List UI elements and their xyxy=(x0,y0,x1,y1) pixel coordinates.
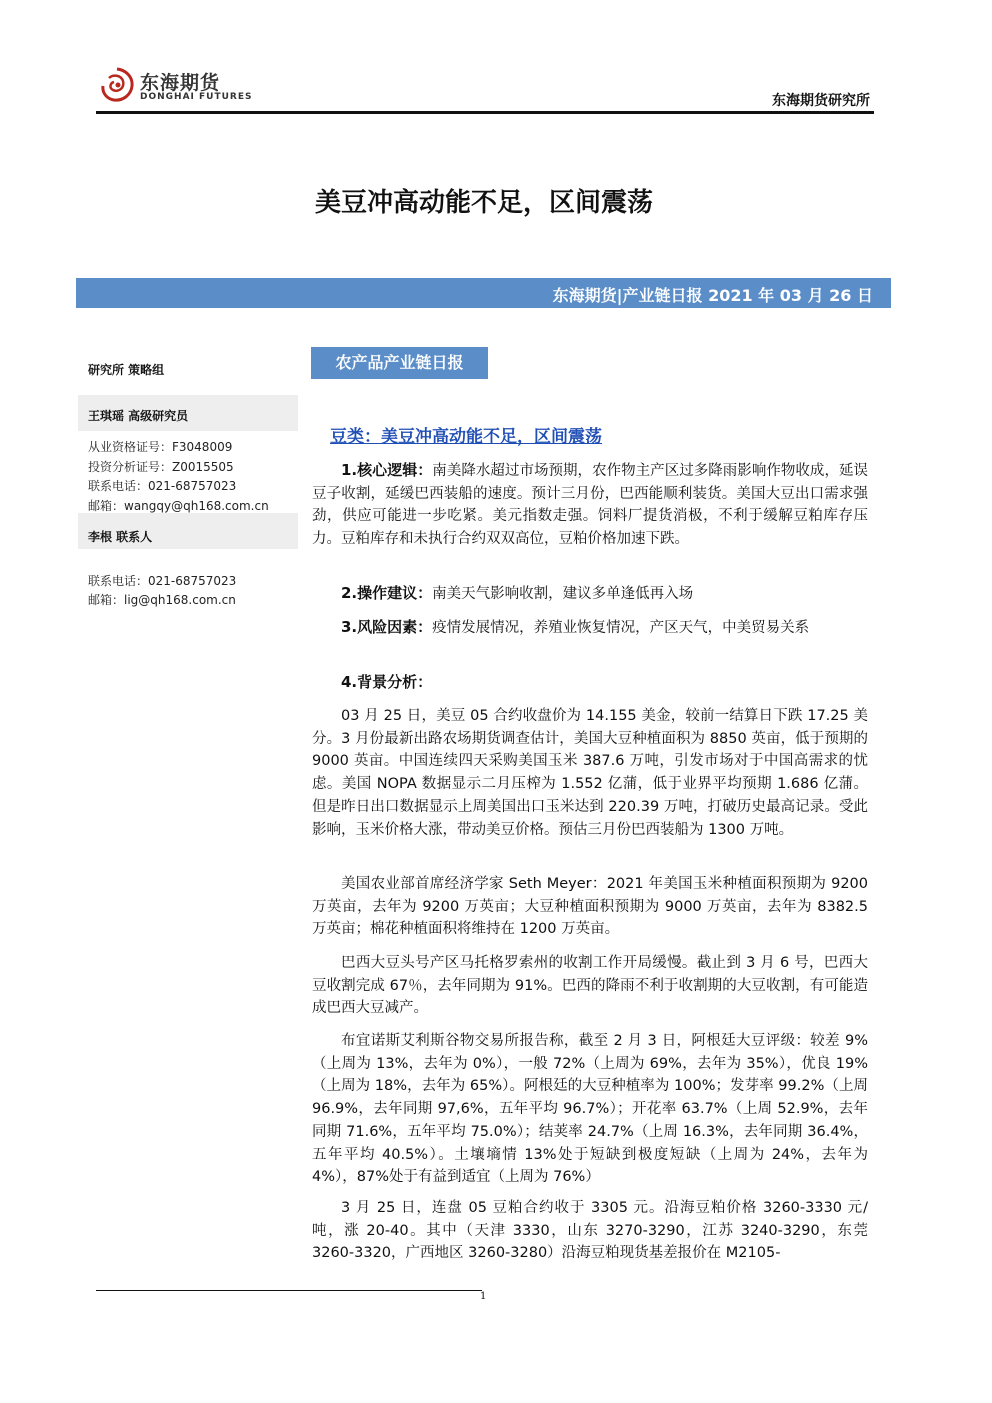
analyst-2-phone: 联系电话：021-68757023 xyxy=(88,574,237,588)
background-paragraph-3: 巴西大豆头号产区马托格罗索州的收割工作开局缓慢。截止到 3 月 6 号，巴西大豆收割完成 67％，去年同期为 91%。巴西的降雨不利于收割期的大豆收割，有可能造成巴西大豆减产。 xyxy=(312,955,868,1017)
header-org-name: 东海期货研究所 xyxy=(772,93,870,109)
section-subheading: 豆类：美豆冲高动能不足，区间震荡 xyxy=(330,427,602,447)
report-title: 美豆冲高动能不足，区间震荡 xyxy=(314,188,653,218)
analyst-1-email: 邮箱：wangqy@qh168.com.cn xyxy=(88,499,269,513)
logo-english-text: DONGHAI FUTURES xyxy=(140,92,253,102)
report-date-text: 东海期货|产业链日报 2021 年 03 月 26 日 xyxy=(552,286,873,305)
core-logic-text: 南美降水超过市场预期，农作物主产区过多降雨影响作物收成，延误豆子收割，延缓巴西装船的速度。预计三月份，巴西能顺利装货。美国大豆出口需求强劲，供应可能进一步吃紧。美元指数走强。饲料厂提货消极，不利于缓解豆粕库存压力。豆粕库存和未执行合约双双高位，豆粕价格加速下跌。 xyxy=(312,463,869,548)
header-divider xyxy=(96,111,874,114)
background-label: 4.背景分析： xyxy=(341,673,433,691)
analyst-2-email: 邮箱：lig@qh168.com.cn xyxy=(88,593,236,607)
suggestion-label: 2.操作建议： xyxy=(341,584,433,602)
background-paragraph-4: 布宜诺斯艾利斯谷物交易所报告称，截至 2 月 3 日，阿根廷大豆评级：较差 9%（上周为 13%，去年为 0%），一般 72%（上周为 69%，去年为 35%），优良 19%（上周为 18%，去年为 65%）。阿根廷的大豆种植率为 100%；发芽率 99.2%（上周 96.9%，去年同期 97,6%，五年平均 96.7%）；开花率 63.7%（上周 52.9%，去年同期 71.6%，五年平均 75.0%）；结荚率 24.7%（上周 16.3%，去年同期 36.4%，五年平均 40.5%）。土壤墒情 13%处于短缺到极度短缺（上周为 24%，去年为 4%），87%处于有益到适宜（上周为 76%） xyxy=(312,1033,868,1186)
core-logic-paragraph xyxy=(312,459,868,551)
background-paragraph-5: 3 月 25 日，连盘 05 豆粕合约收于 3305 元。沿海豆粕价格 3260-3330 元/吨，涨 20-40。其中（天津 3330，山东 3270-3290，江苏 3240-3290，东莞 3260-3320，广西地区 3260-3280）沿海豆粕现货基差报价在 M2105- xyxy=(312,1200,868,1262)
analyst-1-name: 王琪瑶 高级研究员 xyxy=(88,409,189,423)
donghai-logo-icon xyxy=(98,66,136,104)
analyst-1-phone: 联系电话：021-68757023 xyxy=(88,479,237,493)
analyst-2-name: 李根 联系人 xyxy=(88,530,153,544)
background-paragraph-1: 03 月 25 日，美豆 05 合约收盘价为 14.155 美金，较前一结算日下跌 17.25 美分。3 月份最新出路农场期货调查估计，美国大豆种植面积为 8850 英亩，低于预期的 9000 英亩。中国连续四天采购美国玉米 387.6 万吨，引发市场对于中国高需求的忧虑。美国 NOPA 数据显示二月压榨为 1.552 亿蒲，低于业界平均预期 1.686 亿蒲。但是昨日出口数据显示上周美国出口玉米达到 220.39 万吨，打破历史最高记录。受此影响，玉米价格大涨，带动美豆价格。预估三月份巴西装船为 1300 万吨。 xyxy=(312,708,868,838)
risk-text: 疫情发展情况，养殖业恢复情况，产区天气，中美贸易关系 xyxy=(432,620,810,636)
section-tag: 农产品产业链日报 xyxy=(311,347,488,379)
footer-divider xyxy=(96,1290,482,1291)
background-heading xyxy=(312,671,868,695)
report-date-band xyxy=(76,278,891,308)
background-paragraph-2: 美国农业部首席经济学家 Seth Meyer：2021 年美国玉米种植面积预期为 9200 万英亩，去年为 9200 万英亩；大豆种植面积预期为 9000 万英亩，去年为 8382.5 万英亩；棉花种植面积将维持在 1200 万英亩。 xyxy=(312,876,868,938)
analyst-1-qualification: 从业资格证号：F3048009 xyxy=(88,440,233,454)
risk-label: 3.风险因素： xyxy=(341,618,433,636)
page-number: 1 xyxy=(480,1291,487,1302)
core-logic-label: 1.核心逻辑： xyxy=(341,461,433,479)
risk-paragraph xyxy=(312,616,868,640)
logo-chinese-text: 东海期货 xyxy=(140,72,221,94)
sidebar-department: 研究所 策略组 xyxy=(88,363,165,377)
suggestion-paragraph xyxy=(312,582,868,606)
suggestion-text: 南美天气影响收割，建议多单逢低再入场 xyxy=(432,586,694,602)
analyst-1-investment-cert: 投资分析证号：Z0015505 xyxy=(88,460,234,474)
